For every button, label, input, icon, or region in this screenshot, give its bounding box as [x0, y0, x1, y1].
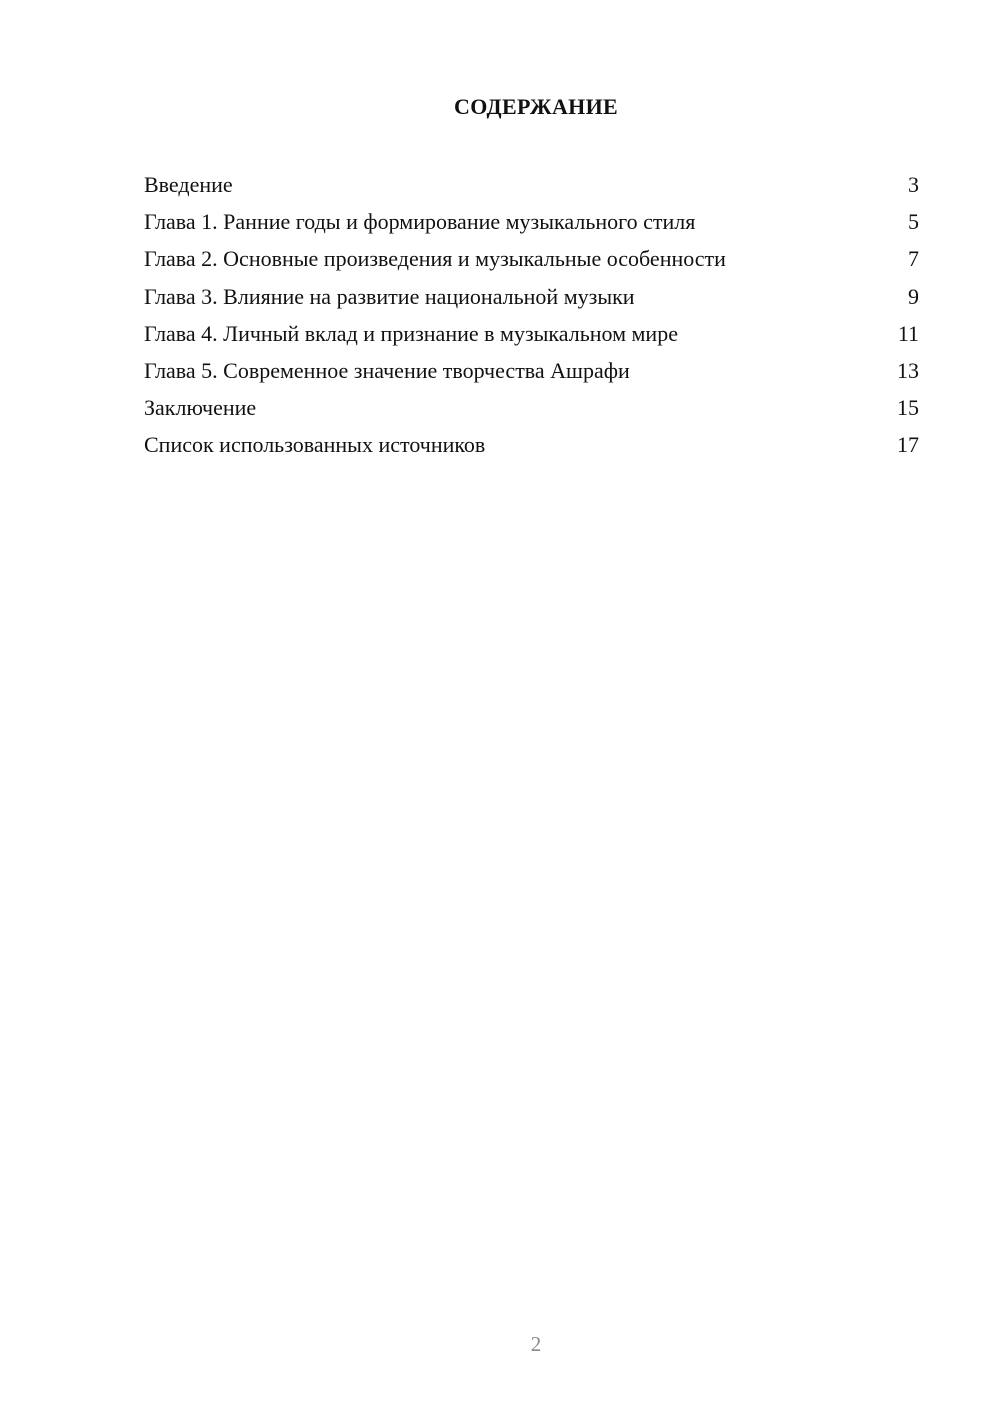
toc-entry-page: 5 [908, 209, 919, 235]
toc-entry-references[interactable] [144, 429, 919, 466]
toc-entry-label: Глава 2. Основные произведения и музыкальные особенности [144, 246, 726, 272]
toc-entry-chapter-3[interactable] [144, 281, 919, 318]
toc-entry-label: Глава 5. Современное значение творчества Ашрафи [144, 357, 630, 383]
toc-entry-page: 11 [897, 320, 919, 346]
table-of-contents [144, 169, 919, 467]
toc-entry-chapter-4[interactable] [144, 318, 919, 355]
toc-entry-chapter-2[interactable] [144, 243, 919, 280]
toc-entry-label: Введение [144, 172, 233, 197]
page-number: 2 [530, 1332, 542, 1356]
toc-entry-page: 3 [908, 172, 919, 197]
toc-entry-page: 15 [897, 395, 919, 421]
toc-entry-page: 7 [908, 246, 919, 272]
toc-entry-label: Заключение [144, 395, 257, 421]
toc-entry-page: 13 [897, 357, 919, 383]
toc-entry-conclusion[interactable] [144, 392, 919, 429]
page-title: СОДЕРЖАНИЕ [454, 94, 618, 119]
toc-entry-label: Глава 4. Личный вклад и признание в музыкальном мире [144, 320, 678, 346]
toc-entry-page: 9 [908, 283, 919, 309]
toc-entry-label: Список использованных источников [144, 432, 486, 458]
toc-entry-chapter-5[interactable] [144, 355, 919, 392]
toc-entry-label: Глава 3. Влияние на развитие национальной музыки [144, 283, 635, 309]
toc-entry-introduction[interactable] [144, 169, 919, 206]
toc-entry-chapter-1[interactable] [144, 206, 919, 243]
toc-entry-page: 17 [897, 432, 919, 458]
toc-entry-label: Глава 1. Ранние годы и формирование музыкального стиля [144, 209, 696, 235]
